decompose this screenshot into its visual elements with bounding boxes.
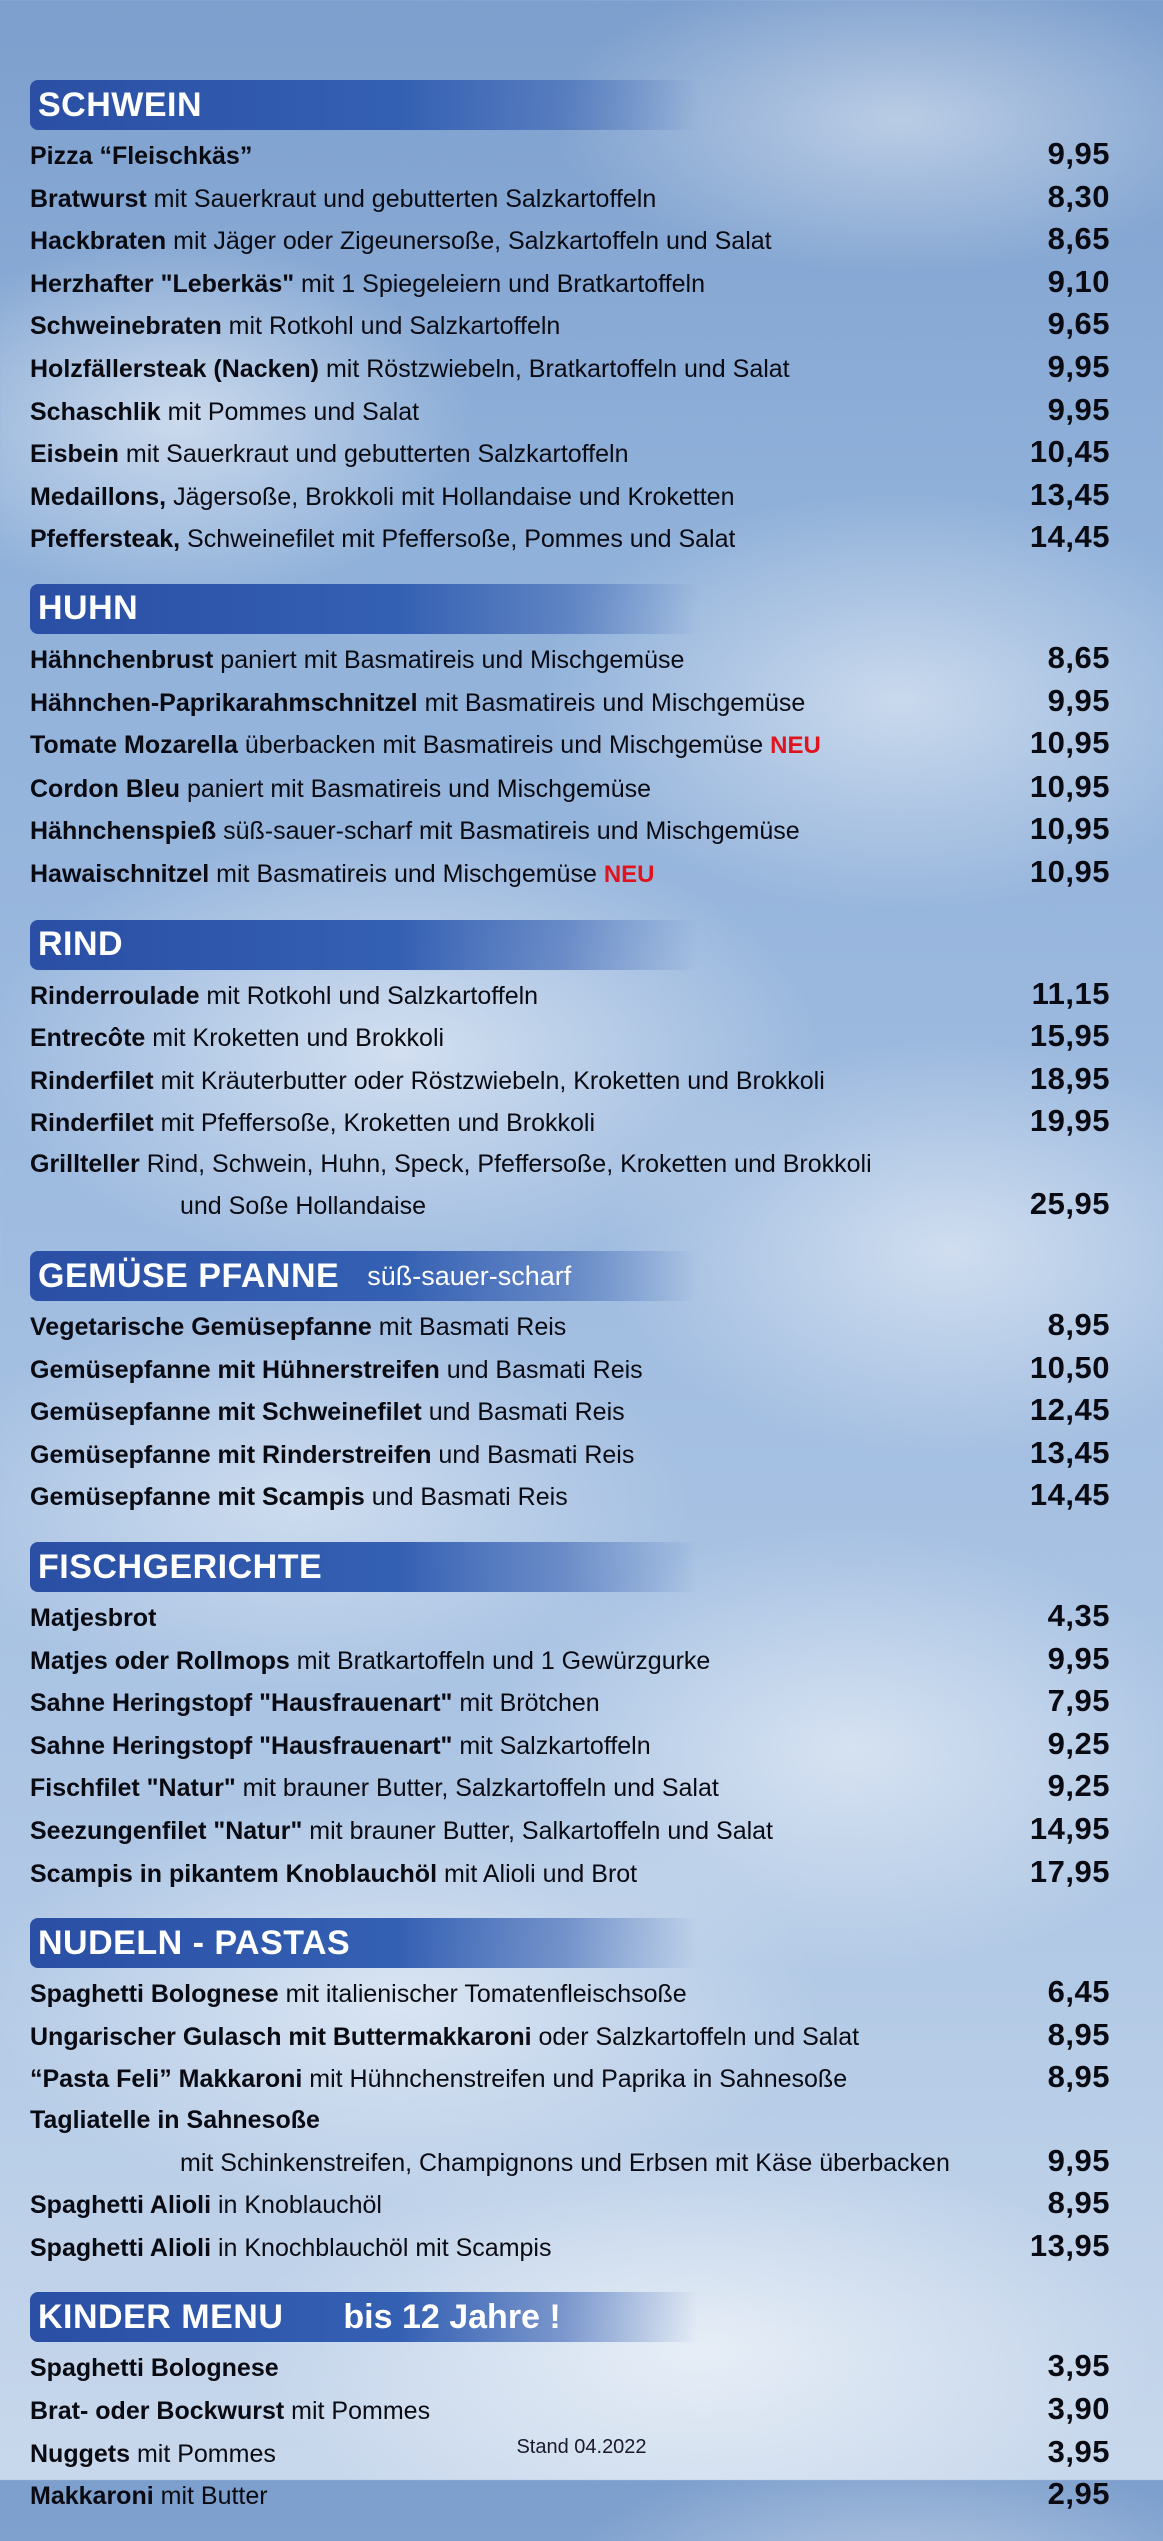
item-name: Grillteller	[30, 1149, 140, 1178]
item-name: Makkaroni	[30, 2482, 154, 2511]
item-price: 10,45	[1029, 434, 1110, 470]
item-description: mit Kräuterbutter oder Röstzwiebeln, Kroketten und Brokkoli	[153, 1066, 825, 1095]
menu-item	[30, 681, 1110, 724]
item-text	[30, 976, 538, 1017]
item-price: 12,45	[1029, 1392, 1110, 1428]
item-name: Fischfilet "Natur"	[30, 1774, 236, 1803]
item-text	[30, 1144, 872, 1185]
item-text	[30, 640, 684, 681]
item-description: mit Pfeffersoße, Kroketten und Brokkoli	[153, 1109, 596, 1138]
item-description: mit Brötchen	[452, 1689, 600, 1718]
item-description: mit brauner Butter, Salzkartoffeln und Salat	[235, 1774, 719, 1803]
item-description: und Soße Hollandaise	[180, 1192, 426, 1221]
item-text	[30, 1683, 600, 1724]
item-price: 9,95	[1047, 391, 1110, 427]
section-subtitle: süß-sauer-scharf	[367, 1260, 572, 1291]
menu-item	[30, 2141, 1110, 2184]
menu-item	[30, 638, 1110, 681]
section-title: FISCHGERICHTE	[38, 1547, 323, 1586]
item-price: 9,25	[1047, 1725, 1110, 1761]
item-price: 8,95	[1047, 2059, 1110, 2095]
item-name: Ungarischer Gulasch mit Buttermakkaroni	[30, 2022, 532, 2051]
item-name: Hawaischnitzel	[30, 859, 210, 888]
menu-item	[30, 809, 1110, 852]
item-name: Spaghetti Alioli	[30, 2233, 212, 2262]
item-description: mit Kroketten und Brokkoli	[145, 1024, 445, 1053]
item-name: Hackbraten	[30, 227, 167, 256]
item-price: 15,95	[1029, 1018, 1110, 1054]
item-description: mit brauner Butter, Salkartoffeln und Salat	[302, 1817, 774, 1845]
item-price: 3,90	[1047, 2390, 1110, 2426]
item-list	[30, 1305, 1110, 1518]
menu-item	[30, 1852, 1110, 1895]
item-name: Sahne Heringstopf "Hausfrauenart"	[30, 1689, 453, 1718]
item-description: mit Pommes	[284, 2396, 431, 2425]
menu-item	[30, 177, 1110, 220]
item-text	[30, 2017, 859, 2058]
item-text	[30, 1854, 637, 1895]
menu-item	[30, 1681, 1110, 1724]
item-name: Rinderroulade	[30, 981, 200, 1010]
item-description: Schweinefilet mit Pfeffersoße, Pommes und Salat	[180, 525, 736, 554]
menu-item	[30, 1059, 1110, 1102]
item-description: mit Sauerkraut und gebutterten Salzkartoffeln	[118, 440, 629, 469]
item-description: und Basmati Reis	[421, 1398, 625, 1427]
section-title: GEMÜSE PFANNE	[38, 1256, 340, 1295]
menu-item	[30, 2183, 1110, 2226]
item-name: Holzfällersteak (Nacken)	[30, 354, 320, 383]
item-price: 8,95	[1047, 2185, 1110, 2221]
item-text	[30, 2391, 430, 2432]
item-text	[30, 811, 800, 852]
item-text	[30, 221, 772, 262]
item-name: Matjesbrot	[30, 1604, 157, 1633]
menu-item	[30, 2226, 1110, 2269]
item-description: mit Jäger oder Zigeunersoße, Salzkartoffeln und Salat	[166, 227, 772, 256]
item-price: 10,95	[1029, 811, 1110, 847]
item-name: Pfeffersteak,	[30, 525, 181, 554]
item-name: Scampis in pikantem Knoblauchöl	[30, 1859, 438, 1888]
item-text	[30, 769, 651, 810]
item-description: mit Basmatireis und Mischgemüse	[209, 859, 604, 888]
item-text	[30, 519, 735, 560]
menu-item	[30, 134, 1110, 177]
menu-item	[30, 2100, 1110, 2141]
item-description: und Basmati Reis	[439, 1355, 643, 1384]
item-name: Rinderfilet	[30, 1109, 154, 1138]
item-text	[30, 1641, 710, 1682]
item-price: 3,95	[1047, 2348, 1110, 2384]
menu-item	[30, 1144, 1110, 1185]
item-price: 6,45	[1047, 1974, 1110, 2010]
item-text	[30, 1435, 634, 1476]
menu-item	[30, 262, 1110, 305]
item-price: 14,45	[1029, 1477, 1110, 1513]
item-price: 3,95	[1047, 2433, 1110, 2469]
item-description: in Knoblauchöl	[211, 2191, 382, 2220]
item-text	[30, 2143, 950, 2184]
menu-item	[30, 347, 1110, 390]
item-list	[30, 1972, 1110, 2268]
item-name: Schweinebraten	[30, 312, 222, 341]
menu-item	[30, 2346, 1110, 2389]
menu-item	[30, 1348, 1110, 1391]
item-name: Bratwurst	[30, 184, 147, 213]
item-list	[30, 638, 1110, 896]
item-price: 9,10	[1047, 263, 1110, 299]
menu-item	[30, 1766, 1110, 1809]
menu-item	[30, 1972, 1110, 2015]
item-description: mit Alioli und Brot	[437, 1859, 638, 1888]
item-text	[30, 854, 655, 896]
item-name: Tagliatelle in Sahnesoße	[30, 2105, 320, 2134]
item-text	[30, 2476, 268, 2517]
item-text	[30, 306, 560, 347]
menu-item	[30, 219, 1110, 262]
item-description: paniert mit Basmatireis und Mischgemüse	[213, 645, 685, 674]
item-name: Gemüsepfanne mit Hühnerstreifen	[30, 1355, 440, 1384]
item-description: in Knochblauchöl mit Scampis	[211, 2233, 552, 2262]
menu-item	[30, 304, 1110, 347]
item-name: Gemüsepfanne mit Rinderstreifen	[30, 1440, 432, 1469]
item-price: 17,95	[1029, 1853, 1110, 1889]
item-name: Medaillons,	[30, 482, 167, 511]
section-schwein	[30, 80, 1110, 560]
item-price: 9,95	[1047, 1640, 1110, 1676]
menu-item	[30, 517, 1110, 560]
item-description: mit Pommes	[130, 2439, 276, 2468]
item-price: 10,95	[1029, 768, 1110, 804]
item-description: süß-sauer-scharf mit Basmatireis und Mischgemüse	[216, 817, 800, 846]
item-name: Sahne Heringstopf "Hausfrauenart"	[30, 1731, 453, 1760]
new-badge: NEU	[603, 860, 655, 888]
item-name: Eisbein	[30, 440, 119, 469]
item-price: 8,65	[1047, 221, 1110, 257]
section-title: KINDER MENU	[38, 2297, 284, 2336]
item-name: Matjes oder Rollmops	[30, 1646, 290, 1675]
item-description: mit italienischer Tomatenfleischsoße	[278, 1980, 687, 2009]
section-gemuese	[30, 1251, 1110, 1518]
menu-item	[30, 2015, 1110, 2058]
item-price: 10,95	[1029, 725, 1110, 761]
item-text	[30, 2348, 279, 2389]
item-price: 13,45	[1029, 476, 1110, 512]
item-name: Vegetarische Gemüsepfanne	[30, 1313, 372, 1342]
item-price: 10,50	[1029, 1349, 1110, 1385]
menu	[30, 80, 1110, 2541]
item-description: Rind, Schwein, Huhn, Speck, Pfeffersoße, Kroketten und Brokkoli	[139, 1149, 872, 1178]
section-header	[30, 2292, 698, 2342]
item-text	[30, 2059, 847, 2100]
section-header	[30, 584, 698, 634]
item-price: 8,65	[1047, 639, 1110, 675]
item-price: 2,95	[1047, 2476, 1110, 2512]
item-name: Cordon Bleu	[30, 774, 180, 803]
item-text	[30, 725, 821, 767]
item-text	[30, 1477, 568, 1518]
item-description: und Basmati Reis	[364, 1483, 568, 1512]
item-description: mit 1 Spiegeleiern und Bratkartoffeln	[294, 269, 705, 298]
section-header	[30, 920, 698, 970]
item-name: Schaschlik	[30, 397, 161, 426]
item-price: 25,95	[1029, 1186, 1110, 1222]
item-text	[30, 1598, 156, 1639]
item-name: Spaghetti Bolognese	[30, 2354, 279, 2383]
item-list	[30, 1596, 1110, 1894]
item-name: Brat- oder Bockwurst	[30, 2396, 285, 2425]
section-fisch	[30, 1542, 1110, 1894]
item-name: Entrecôte	[30, 1024, 146, 1053]
menu-item	[30, 1639, 1110, 1682]
item-price: 13,45	[1029, 1434, 1110, 1470]
menu-item	[30, 1390, 1110, 1433]
item-name: Spaghetti Bolognese	[30, 1980, 279, 2009]
menu-item	[30, 1184, 1110, 1227]
item-price: 4,35	[1047, 1598, 1110, 1634]
item-price: 14,45	[1029, 519, 1110, 555]
item-text	[30, 1768, 719, 1809]
menu-item	[30, 1101, 1110, 1144]
section-kinder	[30, 2292, 1110, 2516]
item-price: 19,95	[1029, 1103, 1110, 1139]
item-description: mit Hühnchenstreifen und Paprika in Sahnesoße	[302, 2065, 848, 2094]
menu-item	[30, 1433, 1110, 1476]
item-description: überbacken mit Basmatireis und Mischgemüse	[237, 731, 771, 760]
menu-item	[30, 2474, 1110, 2517]
item-price: 8,95	[1047, 1307, 1110, 1343]
section-header	[30, 1542, 698, 1592]
section-title: NUDELN - PASTAS	[38, 1923, 351, 1962]
menu-item	[30, 767, 1110, 810]
menu-item	[30, 1475, 1110, 1518]
item-description: mit Bratkartoffeln und 1 Gewürzgurke	[289, 1646, 711, 1675]
item-text	[30, 1811, 773, 1852]
item-text	[30, 136, 252, 177]
item-text	[30, 1392, 625, 1433]
item-name: Gemüsepfanne mit Schweinefilet	[30, 1398, 422, 1427]
item-name: Hähnchenspieß	[30, 817, 217, 846]
item-text	[30, 2185, 382, 2226]
item-description: mit Rotkohl und Salzkartoffeln	[199, 981, 539, 1010]
item-name: Nuggets	[30, 2439, 130, 2468]
menu-item	[30, 475, 1110, 518]
item-price: 7,95	[1047, 1683, 1110, 1719]
item-list	[30, 134, 1110, 560]
item-price: 11,15	[1031, 975, 1110, 1011]
menu-item	[30, 1305, 1110, 1348]
item-price: 14,95	[1029, 1811, 1110, 1846]
item-text	[30, 1307, 566, 1348]
item-description: Jägersoße, Brokkoli mit Hollandaise und Kroketten	[166, 482, 735, 511]
section-header	[30, 1251, 698, 1301]
item-price: 18,95	[1029, 1060, 1110, 1096]
item-text	[30, 1186, 426, 1227]
menu-item	[30, 723, 1110, 767]
item-description: mit Pommes und Salat	[160, 397, 420, 426]
menu-item	[30, 2389, 1110, 2432]
new-badge: NEU	[770, 732, 821, 760]
item-description: mit Rotkohl und Salzkartoffeln	[221, 312, 561, 341]
item-text	[30, 2228, 551, 2269]
item-text	[30, 1350, 643, 1391]
item-price: 9,95	[1047, 348, 1110, 384]
item-price: 13,95	[1029, 2227, 1110, 2263]
menu-item	[30, 1596, 1110, 1639]
item-description: und Basmati Reis	[431, 1440, 635, 1469]
menu-item	[30, 852, 1110, 896]
item-description: paniert mit Basmatireis und Mischgemüse	[180, 774, 652, 803]
item-text	[30, 683, 805, 724]
menu-item	[30, 2057, 1110, 2100]
item-text	[30, 1018, 444, 1059]
item-list	[30, 2346, 1110, 2516]
item-text	[30, 434, 628, 475]
item-text	[30, 1061, 825, 1102]
item-description: mit Schinkenstreifen, Champignons und Erbsen mit Käse überbacken	[180, 2148, 950, 2177]
item-text	[30, 179, 656, 220]
item-price: 9,65	[1047, 306, 1110, 342]
item-price: 9,95	[1047, 2142, 1110, 2178]
section-title: RIND	[38, 925, 124, 963]
menu-item	[30, 974, 1110, 1017]
item-text	[30, 1974, 687, 2015]
item-name: Herzhafter "Leberkäs"	[30, 269, 295, 298]
item-text	[30, 477, 734, 518]
item-price: 8,95	[1047, 2016, 1110, 2052]
section-title: HUHN	[38, 589, 139, 628]
item-name: Spaghetti Alioli	[30, 2191, 212, 2220]
item-text	[30, 2100, 320, 2141]
item-description: oder Salzkartoffeln und Salat	[531, 2022, 860, 2051]
item-name: Gemüsepfanne mit Scampis	[30, 1483, 365, 1512]
item-text	[30, 1103, 595, 1144]
item-name: Tomate Mozarella	[30, 731, 238, 760]
item-name: Pizza “Fleischkäs”	[30, 142, 253, 170]
section-header	[30, 1918, 698, 1968]
section-nudeln	[30, 1918, 1110, 2268]
item-price: 8,30	[1047, 178, 1110, 214]
menu-item	[30, 432, 1110, 475]
item-name: Hähnchenbrust	[30, 645, 214, 674]
menu-item	[30, 390, 1110, 433]
menu-item	[30, 1809, 1110, 1852]
item-description: mit Basmatireis und Mischgemüse	[417, 688, 806, 717]
menu-item	[30, 1724, 1110, 1767]
item-price: 9,95	[1047, 682, 1110, 718]
section-subtitle: bis 12 Jahre !	[343, 2297, 561, 2336]
item-description: mit Sauerkraut und gebutterten Salzkartoffeln	[146, 184, 657, 213]
item-text	[30, 1726, 651, 1767]
item-description: mit Basmati Reis	[371, 1313, 567, 1342]
item-name: Seezungenfilet "Natur"	[30, 1817, 303, 1845]
item-list	[30, 974, 1110, 1228]
item-price: 9,95	[1047, 136, 1110, 171]
item-description: mit Röstzwiebeln, Bratkartoffeln und Salat	[319, 354, 790, 383]
item-description: mit Salzkartoffeln	[452, 1731, 651, 1760]
item-name: “Pasta Feli” Makkaroni	[30, 2065, 303, 2094]
item-price: 9,25	[1047, 1768, 1110, 1804]
item-name: Hähnchen-Paprikarahmschnitzel	[30, 688, 418, 717]
footer-date: Stand 04.2022	[516, 2436, 647, 2458]
item-text	[30, 349, 790, 390]
item-description: mit Butter	[153, 2482, 268, 2511]
item-text	[30, 264, 705, 305]
item-name: Rinderfilet	[30, 1066, 154, 1095]
menu-item	[30, 1016, 1110, 1059]
section-huhn	[30, 584, 1110, 896]
section-rind	[30, 920, 1110, 1228]
item-text	[30, 392, 419, 433]
section-title: SCHWEIN	[38, 85, 203, 124]
item-price: 10,95	[1029, 853, 1110, 889]
section-header	[30, 80, 698, 130]
